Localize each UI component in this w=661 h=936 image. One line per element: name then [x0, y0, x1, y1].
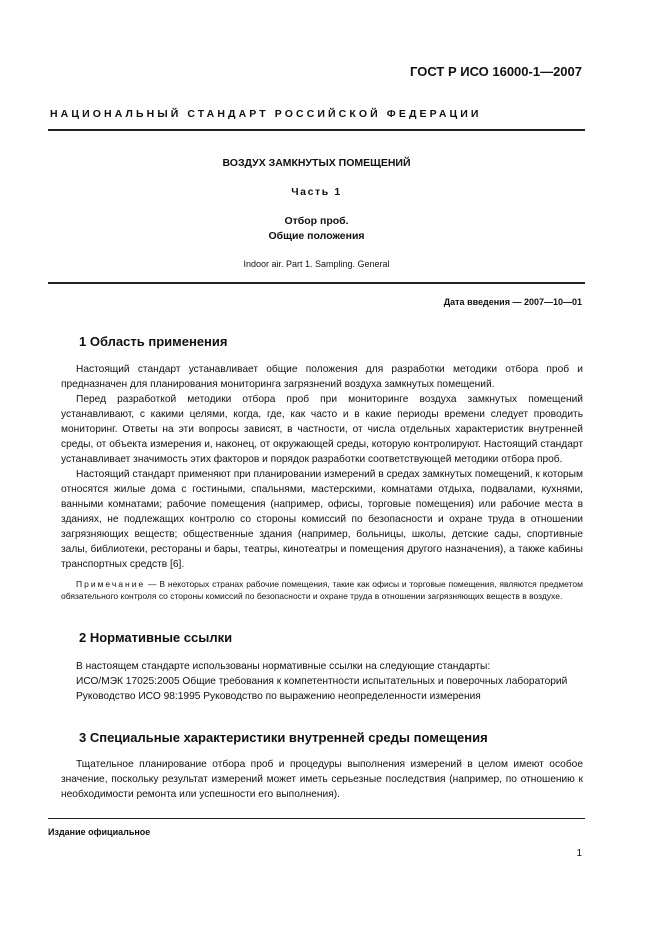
title-subtitle	[48, 214, 585, 244]
normative-references	[76, 659, 583, 704]
subtitle-line-2: Общие положения	[268, 230, 365, 242]
reference-line: В настоящем стандарте использованы нормативные ссылки на следующие стандарты:	[76, 661, 491, 672]
edition-label: Издание официальное	[48, 827, 151, 837]
introduction-date: Дата введения — 2007—10—01	[443, 297, 582, 307]
english-title: Indoor air. Part 1. Sampling. General	[243, 259, 390, 269]
note-label: Примечание	[76, 579, 146, 589]
top-rule	[48, 129, 585, 131]
paragraph: Настоящий стандарт применяют при планировании измерений в средах замкнутых помещений, к которым относятся жилые дома с гостиными, спальнями, мастерскими, комнатами отдыха, подвалами, кухнями, ванными комнатами; рабочие помещения (например, офисы, торговые помещения) или рабочие места в зданиях, не подлежащих контролю со стороны комиссий по безопасности и охране труда в отношении загрязняющих веществ; общественные здания (например, больницы, школы, детские сады, спортивные залы, библиотеки, рестораны и бары, театры, кинотеатры и помещения другого назначения), а также кабины транспортных средств [6].	[61, 469, 583, 570]
reference-line: Руководство ИСО 98:1995 Руководство по выражению неопределенности измерения	[76, 691, 481, 702]
section-1-note	[61, 579, 583, 602]
title-rule	[48, 282, 585, 284]
note-text: — В некоторых странах рабочие помещения, такие как офисы и торговые помещения, являются предметом обязательного контроля со стороны комиссий по безопасности и охране труда в отношении загрязняющих веществ в воздухе.	[61, 579, 583, 601]
paragraph: Перед разработкой методики отбора проб при мониторинге воздуха замкнутых помещений устанавливают, с какими целями, когда, где, как часто и в какие периоды времени следует проводить мониторинг. Ответы на эти вопросы зависят, в частности, от числа отдельных характеристик внутренней среды, от объекта измерения и, наконец, от окружающей среды, которую контролируют. Настоящий стандарт устанавливает значимость этих факторов и порядок разработки соответствующей методики отбора проб.	[61, 394, 583, 465]
title-part: Часть 1	[291, 186, 342, 198]
subtitle-line-1: Отбор проб.	[284, 215, 349, 227]
section-3-body	[61, 757, 583, 802]
page-number: 1	[576, 848, 582, 859]
section-1-body	[61, 362, 583, 572]
section-3-heading: 3 Специальные характеристики внутренней среды помещения	[79, 730, 488, 745]
document-id: ГОСТ Р ИСО 16000-1—2007	[410, 64, 582, 79]
title-main: ВОЗДУХ ЗАМКНУТЫХ ПОМЕЩЕНИЙ	[222, 157, 411, 169]
section-2-heading: 2 Нормативные ссылки	[79, 630, 233, 645]
reference-line: ИСО/МЭК 17025:2005 Общие требования к компетентности испытательных и поверочных лабораторий	[76, 676, 568, 687]
paragraph: Тщательное планирование отбора проб и процедуры выполнения измерений в целом имеют особое значение, поскольку результат измерений может иметь серьезные последствия (например, по отношению к необходимости ремонта или успешности его выполнения).	[61, 759, 583, 800]
footer-rule	[48, 818, 585, 819]
paragraph: Настоящий стандарт устанавливает общие положения для разработки методики отбора проб и предназначен для планирования мониторинга загрязнений воздуха замкнутых помещений.	[61, 364, 583, 390]
national-standard-banner: НАЦИОНАЛЬНЫЙ СТАНДАРТ РОССИЙСКОЙ ФЕДЕРАЦИИ	[50, 108, 482, 120]
section-1-heading: 1 Область применения	[79, 334, 228, 349]
